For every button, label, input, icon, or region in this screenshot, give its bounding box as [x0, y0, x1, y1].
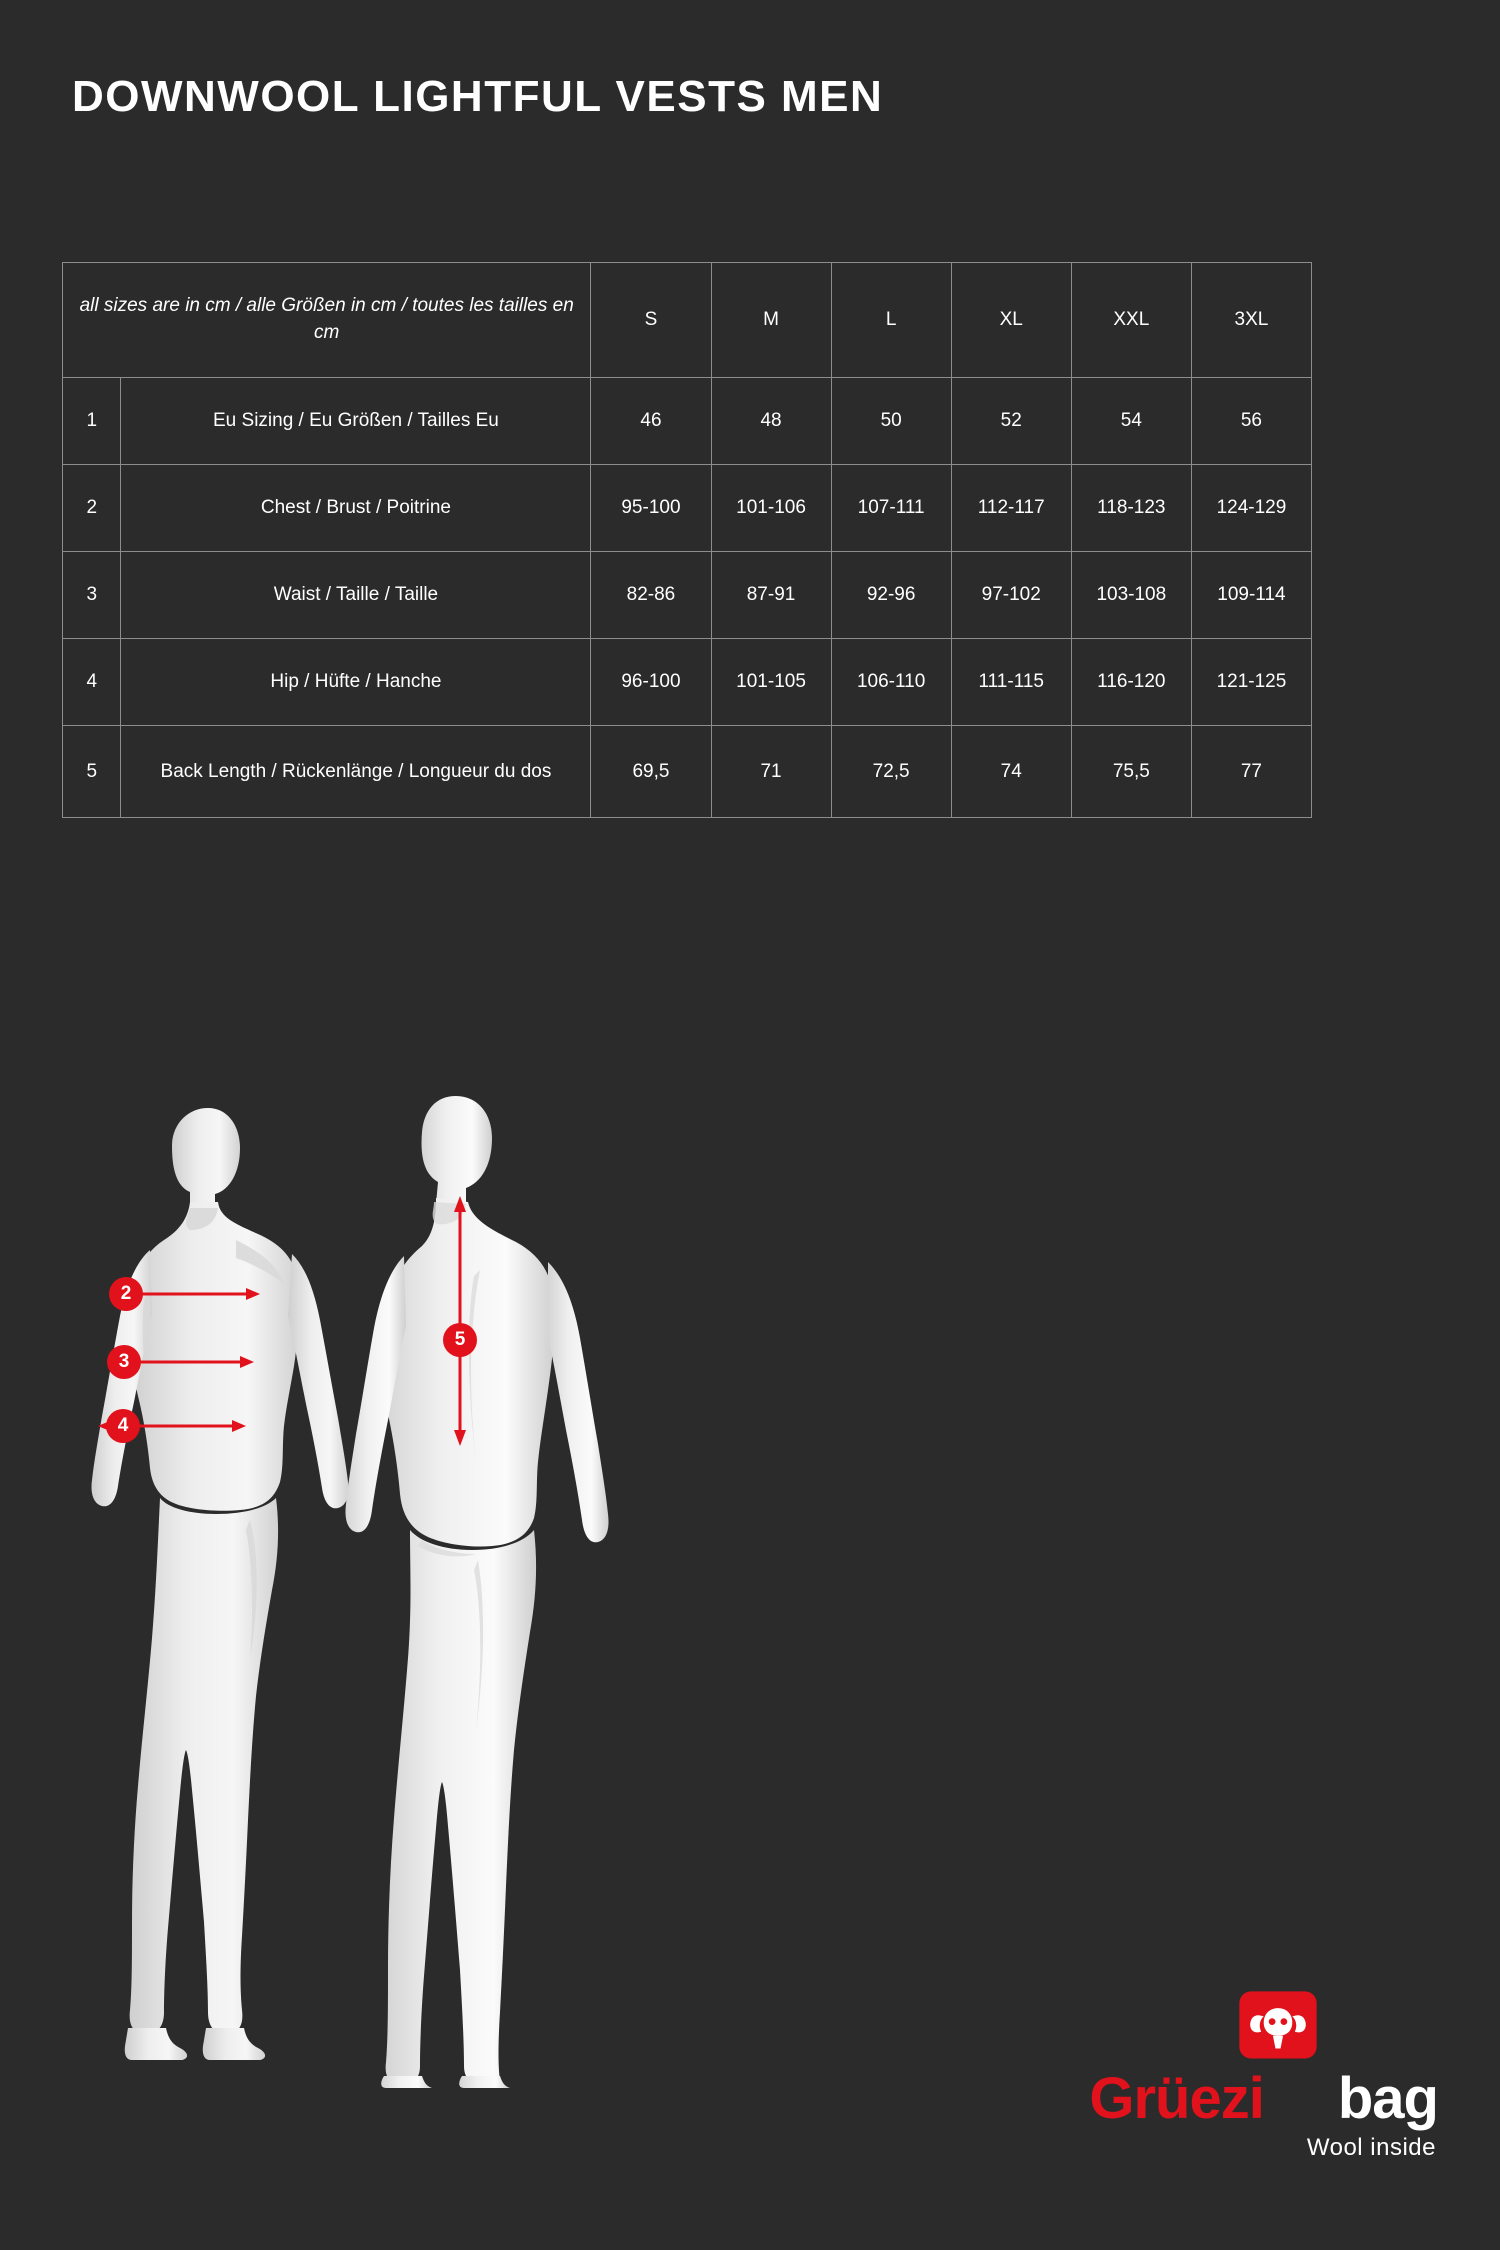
back-body-figure [330, 1070, 750, 2090]
size-table-container [62, 262, 1312, 818]
row-label: Waist / Taille / Taille [121, 552, 591, 639]
brand-wordmark [1018, 2065, 1438, 2132]
body-figures [0, 1090, 1500, 2090]
size-table [62, 262, 1312, 818]
row-value: 71 [711, 726, 831, 818]
row-value: 97-102 [951, 552, 1071, 639]
row-number: 4 [63, 639, 121, 726]
row-value: 118-123 [1071, 465, 1191, 552]
row-value: 82-86 [591, 552, 711, 639]
table-header-size-3xl: 3XL [1191, 263, 1311, 378]
row-value: 103-108 [1071, 552, 1191, 639]
page-title: DOWNWOOL LIGHTFUL VESTS MEN [72, 72, 884, 121]
row-value: 111-115 [951, 639, 1071, 726]
table-header-size-xxl: XXL [1071, 263, 1191, 378]
row-value: 50 [831, 378, 951, 465]
row-value: 116-120 [1071, 639, 1191, 726]
row-value: 56 [1191, 378, 1311, 465]
row-value: 109-114 [1191, 552, 1311, 639]
row-label: Eu Sizing / Eu Größen / Tailles Eu [121, 378, 591, 465]
row-value: 101-106 [711, 465, 831, 552]
ram-head-icon [1236, 1988, 1320, 2072]
measure-marker-waist: 3 [107, 1345, 141, 1379]
measure-marker-hip: 4 [106, 1409, 140, 1443]
brand-tagline: Wool inside [1306, 2134, 1436, 2161]
table-row [63, 639, 1312, 726]
row-number: 1 [63, 378, 121, 465]
row-value: 96-100 [591, 639, 711, 726]
row-value: 75,5 [1071, 726, 1191, 818]
row-value: 52 [951, 378, 1071, 465]
table-header-size-s: S [591, 263, 711, 378]
brand-name-first: Grüezi [1089, 2066, 1264, 2131]
table-row [63, 378, 1312, 465]
row-label: Back Length / Rückenlänge / Longueur du dos [121, 726, 591, 818]
table-header-size-l: L [831, 263, 951, 378]
row-value: 48 [711, 378, 831, 465]
row-value: 121-125 [1191, 639, 1311, 726]
row-value: 106-110 [831, 639, 951, 726]
front-body-shape [91, 1108, 348, 2060]
back-body-shape [345, 1096, 608, 2088]
row-number: 2 [63, 465, 121, 552]
table-row [63, 465, 1312, 552]
measure-marker-chest: 2 [109, 1277, 143, 1311]
row-value: 74 [951, 726, 1071, 818]
measure-marker-back-length: 5 [443, 1323, 477, 1357]
row-value: 46 [591, 378, 711, 465]
table-header-row [63, 263, 1312, 378]
row-number: 5 [63, 726, 121, 818]
row-value: 72,5 [831, 726, 951, 818]
table-header-size-xl: XL [951, 263, 1071, 378]
row-value: 107-111 [831, 465, 951, 552]
table-row [63, 726, 1312, 818]
row-label: Hip / Hüfte / Hanche [121, 639, 591, 726]
row-value: 54 [1071, 378, 1191, 465]
row-value: 92-96 [831, 552, 951, 639]
row-value: 95-100 [591, 465, 711, 552]
row-value: 87-91 [711, 552, 831, 639]
row-label: Chest / Brust / Poitrine [121, 465, 591, 552]
table-header-size-m: M [711, 263, 831, 378]
row-value: 101-105 [711, 639, 831, 726]
row-value: 112-117 [951, 465, 1071, 552]
brand-logo [1018, 1970, 1438, 2170]
brand-name-second: bag [1337, 2066, 1438, 2131]
row-value: 69,5 [591, 726, 711, 818]
row-value: 124-129 [1191, 465, 1311, 552]
row-value: 77 [1191, 726, 1311, 818]
table-row [63, 552, 1312, 639]
table-header-description: all sizes are in cm / alle Größen in cm / toutes les tailles en cm [63, 263, 591, 378]
row-number: 3 [63, 552, 121, 639]
